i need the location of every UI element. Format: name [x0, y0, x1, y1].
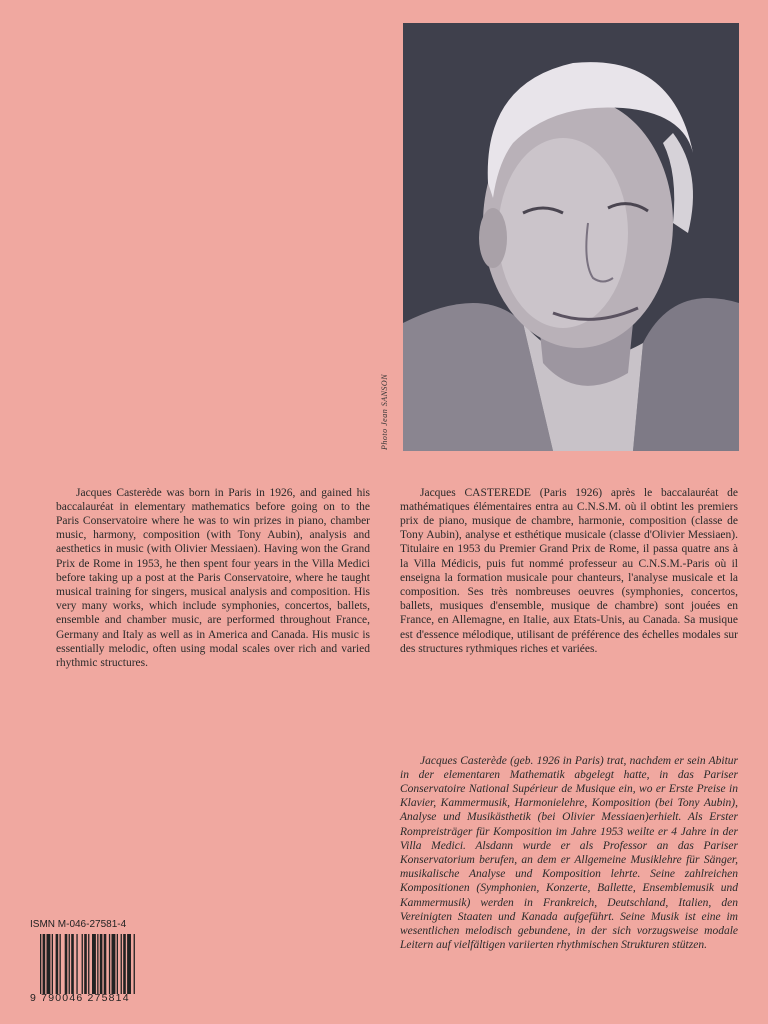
barcode-bar [71, 934, 74, 994]
composer-portrait [403, 23, 739, 451]
barcode-bar [60, 934, 61, 994]
barcode-bar [40, 934, 41, 994]
biography-french: Jacques CASTEREDE (Paris 1926) après le baccalauréat de mathématiques élémentaires entra au C.N.S.M. où il obtint les premiers prix de piano, musique de chambre, harmonie, composition (classe de Tony Aubin), analyse et esthétique musicale (classe d'Olivier Messiaen). Titulaire en 1953 du Premier Grand Prix de Rome, il passa quatre ans à la Villa Médicis, puis fut nommé professeur au C.N.S.M.-Paris où il enseigna la formation musicale pour chanteurs, l'analyse musicale et la composition. Ses très nombreuses oeuvres (symphonies, concertos, ballets, musiques d'ensemble, musique de chambre) sont jouées en France, en Allemagne, en Italie, aux Etats-Unis, au Canada. Sa musique est d'essence mélodique, utilisant de préférence des échelles modales sur des structures rythmiques riches et variées. [400, 486, 738, 655]
barcode-bars [40, 934, 172, 994]
barcode-bar [65, 934, 68, 994]
barcode-bar [69, 934, 70, 994]
barcode-bar [109, 934, 110, 994]
barcode-bar [127, 934, 131, 994]
ismn-number: ISMN M-046-27581-4 [30, 919, 127, 930]
barcode-bar [82, 934, 83, 994]
barcode-bar [100, 934, 103, 994]
barcode-bar [56, 934, 59, 994]
barcode-bar [123, 934, 126, 994]
barcode-bar [47, 934, 51, 994]
barcode-bar [92, 934, 96, 994]
barcode-bar [52, 934, 53, 994]
barcode-bar [88, 934, 89, 994]
biography-english: Jacques Casterède was born in Paris in 1926, and gained his baccalauréat in elementary mathematics before going on to the Paris Conservatoire where he was to win prizes in piano, chamber music, harmony, composition (with Tony Aubin), analysis and aesthetics in music (with Olivier Messiaen). Having won the Grand Prix de Rome in 1953, he then spent four years in the Villa Medici before taking up a post at the Paris Conservatoire, where he taught musical training for singers, musical analysis and composition. His very many works, which include symphonies, concertos, ballets, ensemble and chamber music, are performed throughout France, Germany and Italy as well as in America and Canada. His music is essentially melodic, often using modal scales over rich and varied rhythmic structures. [56, 486, 370, 669]
barcode-digits: 9 790046 275814 [30, 992, 130, 1004]
barcode-bar [97, 934, 98, 994]
barcode-bar [112, 934, 116, 994]
barcode [30, 934, 172, 1004]
biography-german: Jacques Casterède (geb. 1926 in Paris) trat, nachdem er sein Abitur in der elementaren Mathematik abgelegt hatte, in das Pariser Conservatoire National Supérieur de Musique ein, wo er Erste Preise in Klavier, Kammermusik, Harmonielehre, Komposition (bei Tony Aubin), Analyse und Musikästhetik (bei Olivier Messiaen)erhielt. Als Erster Rompreisträger für Komposition im Jahre 1953 weilte er 4 Jahre in der Villa Medici. Alsdann wurde er als Professor an das Pariser Konservatorium berufen, an dem er Allgemeine Musiklehre für Sänger, musikalische Analyse und Komposition lehrte. Seine zahlreichen Kompositionen (Symphonien, Konzerte, Ballette, Ensemblemusik und Kammermusik) werden in Frankreich, Deutschland, Italien, den Vereinigten Staaten und Kanada aufgeführt. Seine Musik ist eine im wesentlichen melodisch gebundene, in der sich vorzugsweise modale Leitern auf vielfältigen variierten rhythmischen Strukturen stützen. [400, 754, 738, 952]
portrait-image [403, 23, 739, 451]
barcode-bar [104, 934, 107, 994]
barcode-bar [117, 934, 118, 994]
barcode-bar [134, 934, 135, 994]
barcode-bar [121, 934, 122, 994]
barcode-bar [84, 934, 87, 994]
photo-credit: Photo Jean SANSON [380, 373, 389, 450]
barcode-bar [43, 934, 46, 994]
barcode-bar [76, 934, 77, 994]
